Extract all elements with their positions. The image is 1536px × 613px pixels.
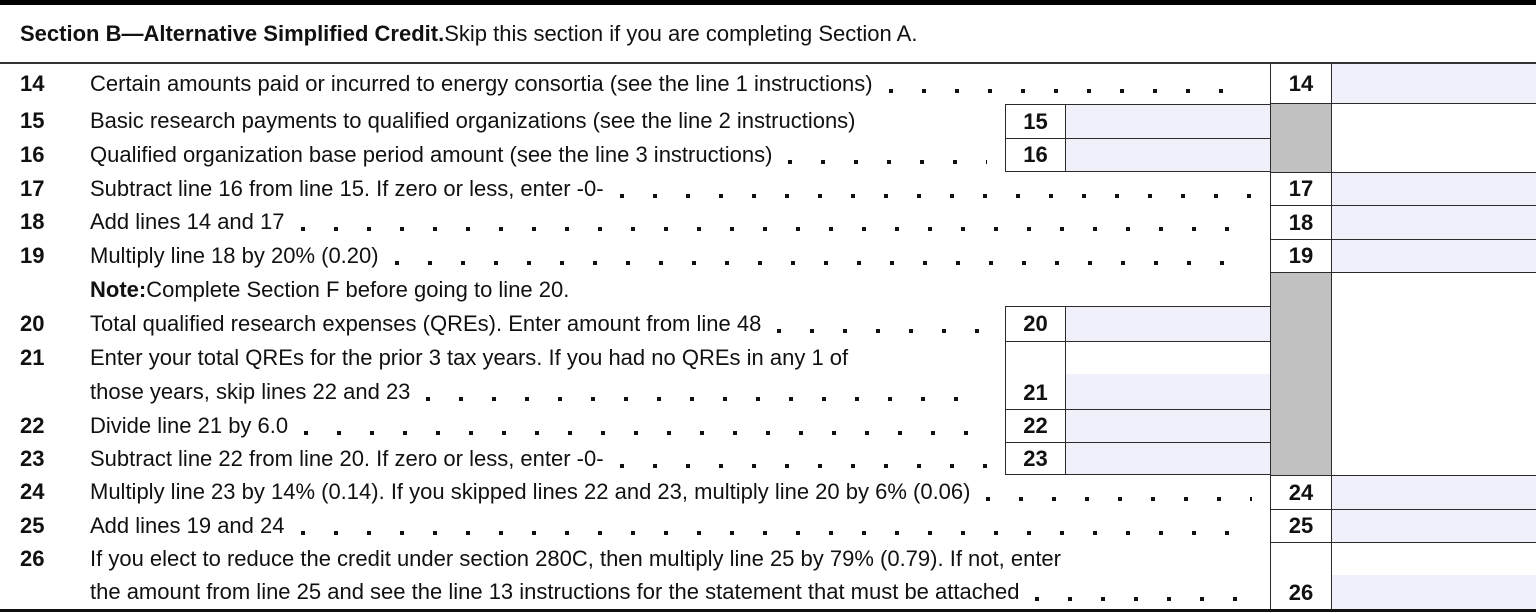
line-23-box-label: 23	[1005, 442, 1066, 475]
row-note	[0, 273, 1536, 306]
line-22-amount-input[interactable]	[1066, 409, 1270, 442]
line-19-number: 19	[20, 243, 45, 268]
line-26-box-label: 26	[1270, 542, 1332, 609]
line-16-amount-input[interactable]	[1066, 138, 1270, 172]
line-20-text: Total qualified research expenses (QREs). Enter amount from line 48	[56, 306, 1005, 341]
note-label: Note:	[90, 276, 147, 302]
line-26-amount-input[interactable]	[1332, 575, 1536, 609]
blank-cell	[1332, 306, 1536, 341]
note-text: Note: Complete Section F before going to line 20.	[90, 276, 570, 302]
row-line-22	[0, 409, 1536, 442]
line-15-amount-input[interactable]	[1066, 104, 1270, 138]
line-26-amount-cell	[1332, 542, 1536, 609]
section-title: Section B—Alternative Simplified Credit.	[20, 20, 445, 46]
line-25-box-label: 25	[1270, 509, 1332, 542]
dot-leader	[788, 160, 987, 164]
line-26-text: If you elect to reduce the credit under section 280C, then multiply line 25 by 79% (0.79). If not, enter the amount from line 25 and see the line 13 instructions for the statement that must be attached	[56, 542, 1270, 609]
row-line-15	[0, 104, 1536, 138]
shaded-cell	[1270, 306, 1332, 341]
line-22-text: Divide line 21 by 6.0	[56, 409, 1005, 442]
row-line-19	[0, 239, 1536, 273]
line-24-box-label: 24	[1270, 475, 1332, 509]
shaded-cell	[1270, 442, 1332, 475]
section-b-header	[0, 5, 1536, 62]
line-20-box-label: 20	[1005, 306, 1066, 341]
line-22-number: 22	[20, 412, 45, 438]
line-14-box-label: 14	[1270, 64, 1332, 104]
line-15-box-label: 15	[1005, 104, 1066, 138]
line-17-number: 17	[20, 175, 45, 201]
row-line-20	[0, 306, 1536, 341]
row-line-23	[0, 442, 1536, 475]
line-25-text: Add lines 19 and 24	[56, 509, 1270, 542]
row-line-16	[0, 138, 1536, 172]
line-21-number: 21	[20, 345, 45, 370]
shaded-cell	[1270, 341, 1332, 409]
dot-leader	[889, 89, 1252, 93]
line-25-number: 25	[20, 512, 45, 538]
line-21-box-label: 21	[1005, 341, 1066, 409]
dot-leader	[777, 329, 987, 333]
shaded-cell	[1270, 138, 1332, 172]
section-subtitle: Skip this section if you are completing Section A.	[444, 20, 918, 46]
line-19-text: Multiply line 18 by 20% (0.20)	[56, 239, 1270, 273]
shaded-cell	[1270, 104, 1332, 138]
line-16-box-label: 16	[1005, 138, 1066, 172]
section-b-table	[0, 62, 1536, 612]
line-14-amount-input[interactable]	[1332, 64, 1536, 104]
spacer	[1332, 543, 1536, 575]
shaded-cell	[1270, 409, 1332, 442]
dot-leader	[301, 531, 1253, 535]
dot-leader	[1035, 597, 1252, 601]
line-18-amount-input[interactable]	[1332, 205, 1536, 239]
line-16-number: 16	[20, 142, 45, 167]
blank-cell	[1332, 341, 1536, 409]
line-24-text: Multiply line 23 by 14% (0.14). If you skipped lines 22 and 23, multiply line 20 by 6% (0.06)	[56, 475, 1270, 509]
dot-leader	[426, 397, 987, 401]
line-18-box-label: 18	[1270, 205, 1332, 239]
line-19-box-label: 19	[1270, 239, 1332, 273]
dot-leader	[986, 497, 1252, 501]
line-14-text: Certain amounts paid or incurred to energy consortia (see the line 1 instructions)	[56, 64, 1270, 104]
dot-leader	[304, 431, 987, 435]
line-17-box-label: 17	[1270, 172, 1332, 205]
line-15-number: 15	[20, 108, 45, 133]
row-line-14	[0, 64, 1536, 104]
blank-cell	[1332, 409, 1536, 442]
line-23-number: 23	[20, 445, 45, 471]
row-line-25	[0, 509, 1536, 542]
row-line-26	[0, 542, 1536, 609]
line-24-amount-input[interactable]	[1332, 475, 1536, 509]
line-21-amount-input[interactable]	[1066, 374, 1270, 409]
dot-leader	[620, 194, 1252, 198]
line-22-box-label: 22	[1005, 409, 1066, 442]
line-21-amount-cell	[1066, 341, 1270, 409]
line-25-amount-input[interactable]	[1332, 509, 1536, 542]
line-19-amount-input[interactable]	[1332, 239, 1536, 273]
line-21-text: Enter your total QREs for the prior 3 tax years. If you had no QREs in any 1 of those years, skip lines 22 and 23	[56, 341, 1005, 409]
line-15-text: Basic research payments to qualified organizations (see the line 2 instructions)	[90, 108, 856, 133]
row-line-17	[0, 172, 1536, 205]
note-number	[20, 273, 56, 306]
row-line-18	[0, 205, 1536, 239]
blank-cell	[1332, 138, 1536, 172]
row-line-21	[0, 341, 1536, 409]
line-23-amount-input[interactable]	[1066, 442, 1270, 475]
row-line-24	[0, 475, 1536, 509]
line-18-text: Add lines 14 and 17	[56, 205, 1270, 239]
line-16-text: Qualified organization base period amount (see the line 3 instructions)	[56, 138, 1005, 172]
shaded-cell	[1270, 273, 1332, 306]
blank-cell	[1332, 442, 1536, 475]
blank-cell	[1332, 273, 1536, 306]
line-24-number: 24	[20, 479, 45, 504]
spacer	[1066, 342, 1270, 374]
line-23-text: Subtract line 22 from line 20. If zero or less, enter -0-	[56, 442, 1005, 475]
line-26-number: 26	[20, 546, 45, 571]
dot-leader	[620, 464, 987, 468]
dot-leader	[301, 227, 1253, 231]
line-20-amount-input[interactable]	[1066, 306, 1270, 341]
line-17-amount-input[interactable]	[1332, 172, 1536, 205]
line-18-number: 18	[20, 209, 45, 234]
line-20-number: 20	[20, 310, 45, 336]
dot-leader	[395, 261, 1252, 265]
blank-cell	[1332, 104, 1536, 138]
line-17-text: Subtract line 16 from line 15. If zero or less, enter -0-	[56, 172, 1270, 205]
line-14-number: 14	[20, 71, 45, 96]
